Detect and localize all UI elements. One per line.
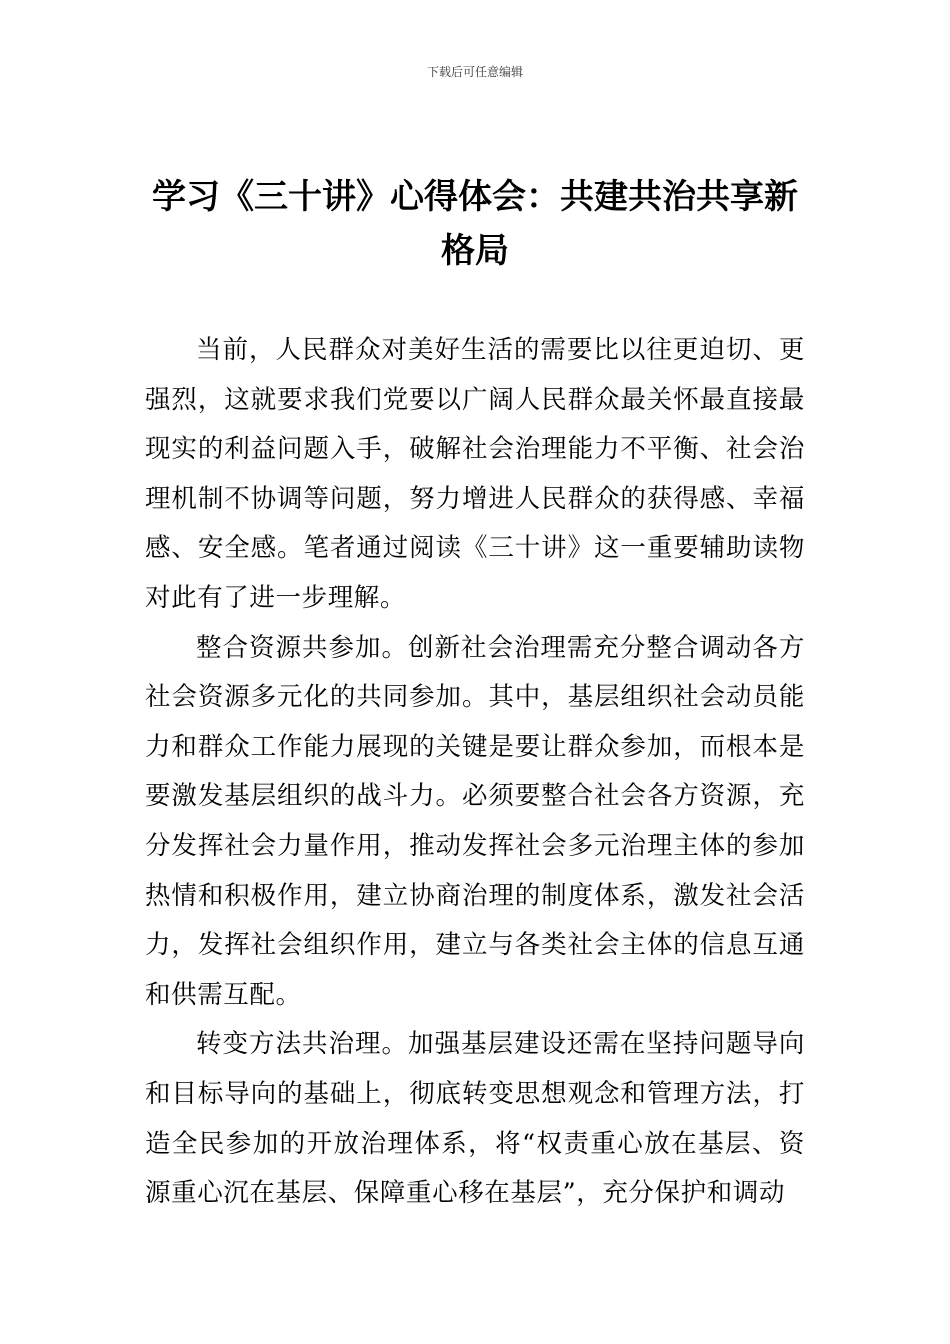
paragraph: 当前，人民群众对美好生活的需要比以往更迫切、更强烈，这就要求我们党要以广阔人民群众最关怀最直接最现实的利益问题入手，破解社会治理能力不平衡、社会治理机制不协调等问题，努力增进人民群众的获得感、幸福感、安全感。笔者通过阅读《三十讲》这一重要辅助读物对此有了进一步理解。 — [145, 335, 805, 613]
paragraph: 整合资源共参加。创新社会治理需充分整合调动各方社会资源多元化的共同参加。其中，基层组织社会动员能力和群众工作能力展现的关键是要让群众参加，而根本是要激发基层组织的战斗力。必须要整合社会各方资源，充分发挥社会力量作用，推动发挥社会多元治理主体的参加热情和积极作用，建立协商治理的制度体系，激发社会活力，发挥社会组织作用，建立与各类社会主体的信息互通和供需互配。 — [145, 632, 805, 1010]
document-title: 学习《三十讲》心得体会：共建共治共享新格局 — [152, 177, 798, 271]
paragraph: 转变方法共治理。加强基层建设还需在坚持问题导向和目标导向的基础上，彻底转变思想观念和管理方法，打造全民参加的开放治理体系，将“权责重心放在基层、资源重心沉在基层、保障重心移在基层”，充分保护和调动 — [145, 1029, 805, 1209]
header-note: 下载后可任意编辑 — [426, 65, 523, 79]
document-body — [145, 326, 805, 1219]
